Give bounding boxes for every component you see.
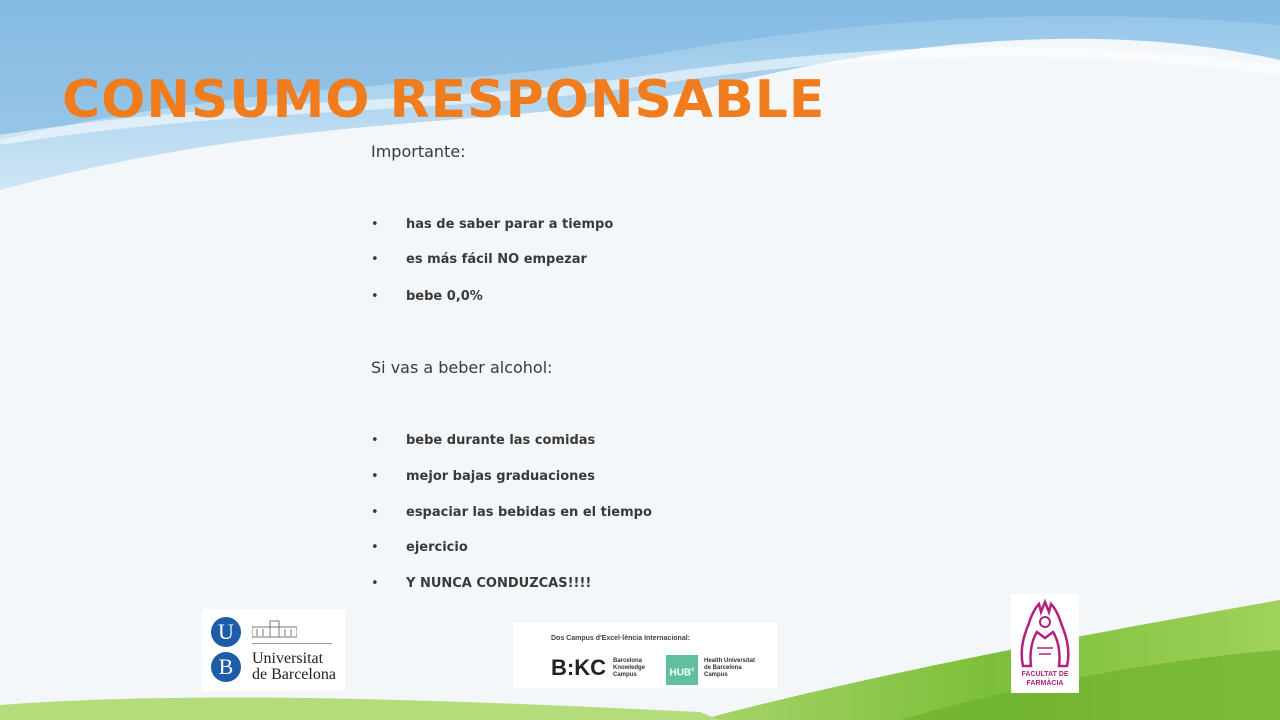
- farmacia-emblem-icon: [1015, 598, 1075, 668]
- ub-b-circle: B: [211, 652, 241, 682]
- hub-mark: HUB$^c$: [666, 655, 698, 685]
- list-item: • Y NUNCA CONDUZCAS!!!!: [371, 576, 592, 591]
- hub-text: Health Universitat de Barcelona Campus: [704, 658, 756, 678]
- section-heading-alcohol: Si vas a beber alcohol:: [371, 358, 553, 377]
- list-item: • es más fácil NO empezar: [371, 252, 587, 267]
- bkc-mark: B:KC: [551, 655, 606, 680]
- list-item: • bebe 0,0%: [371, 289, 483, 304]
- list-item: • has de saber parar a tiempo: [371, 217, 614, 232]
- section-heading-importante: Importante:: [371, 142, 466, 161]
- list-item: • bebe durante las comidas: [371, 433, 596, 448]
- ub-name-line2: de Barcelona: [252, 666, 336, 683]
- ub-building-icon: [252, 619, 297, 639]
- list-item: • espaciar las bebidas en el tiempo: [371, 505, 652, 520]
- campus-header: Dos Campus d'Excel·lència Internacional:: [551, 635, 690, 642]
- farmacia-name: FACULTAT DE FARMÀCIA: [1021, 671, 1069, 687]
- bkc-text: Barcelona Knowledge Campus: [613, 658, 646, 678]
- ub-divider: [252, 643, 332, 644]
- list-item: • ejercicio: [371, 540, 468, 555]
- list-item: • mejor bajas graduaciones: [371, 469, 595, 484]
- ub-logo: [202, 609, 345, 691]
- ub-u-circle: U: [211, 617, 241, 647]
- slide-title: CONSUMO RESPONSABLE: [62, 70, 826, 130]
- ub-name-line1: Universitat: [252, 650, 324, 667]
- campus-excellence-logo: [513, 623, 777, 688]
- farmacia-logo: [1011, 594, 1079, 693]
